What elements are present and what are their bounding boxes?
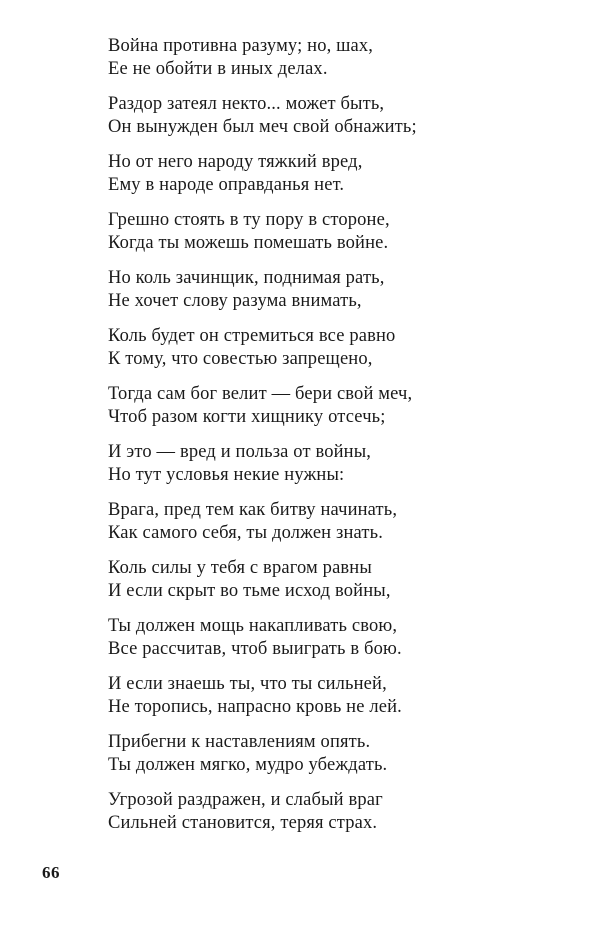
verse-line: Ему в народе оправданья нет. <box>108 175 345 195</box>
verse-line: Но от него народу тяжкий вред, <box>108 152 363 172</box>
stanza <box>108 383 488 441</box>
verse-line: Коль силы у тебя с врагом равны <box>108 558 372 578</box>
stanza <box>108 209 488 267</box>
stanza <box>108 731 488 789</box>
verse-line: Раздор затеял некто... может быть, <box>108 94 385 114</box>
verse-line: Коль будет он стремиться все равно <box>108 326 396 346</box>
verse-line: Ты должен мощь накапливать свою, <box>108 616 398 636</box>
stanza <box>108 499 488 557</box>
stanza <box>108 93 488 151</box>
verse-line: Война противна разуму; но, шах, <box>108 36 374 56</box>
page-number: 66 <box>42 863 60 882</box>
verse-line: Он вынужден был меч свой обнажить; <box>108 117 417 137</box>
verse-line: Ты должен мягко, мудро убеждать. <box>108 755 388 775</box>
verse-line: Сильней становится, теряя страх. <box>108 813 378 833</box>
verse-line: Не хочет слову разума внимать, <box>108 291 362 311</box>
stanza <box>108 673 488 731</box>
verse-line: Прибегни к наставлениям опять. <box>108 732 371 752</box>
verse-line: Когда ты можешь помешать войне. <box>108 233 389 253</box>
verse-line: Грешно стоять в ту пору в стороне, <box>108 210 390 230</box>
verse-line: Угрозой раздражен, и слабый враг <box>108 790 383 810</box>
verse-line: Как самого себя, ты должен знать. <box>108 523 383 543</box>
verse-line: И если знаешь ты, что ты сильней, <box>108 674 387 694</box>
stanza <box>108 35 488 93</box>
stanza <box>108 789 488 847</box>
verse-line: Все рассчитав, чтоб выиграть в бою. <box>108 639 402 659</box>
stanza <box>108 557 488 615</box>
verse-line: Но коль зачинщик, поднимая рать, <box>108 268 385 288</box>
stanza <box>108 615 488 673</box>
verse-line: Но тут условья некие нужны: <box>108 465 345 485</box>
stanza <box>108 151 488 209</box>
verse-line: Тогда сам бог велит — бери свой меч, <box>108 384 413 404</box>
verse-line: Ее не обойти в иных делах. <box>108 59 328 79</box>
verse-line: Чтоб разом когти хищнику отсечь; <box>108 407 386 427</box>
verse-line: И если скрыт во тьме исход войны, <box>108 581 391 601</box>
verse-line: Не торопись, напрасно кровь не лей. <box>108 697 402 717</box>
verse-line: Врага, пред тем как битву начинать, <box>108 500 398 520</box>
stanza <box>108 267 488 325</box>
stanza <box>108 441 488 499</box>
stanza <box>108 325 488 383</box>
verse-line: И это — вред и польза от войны, <box>108 442 372 462</box>
poem-body <box>108 35 488 847</box>
verse-line: К тому, что совестью запрещено, <box>108 349 373 369</box>
